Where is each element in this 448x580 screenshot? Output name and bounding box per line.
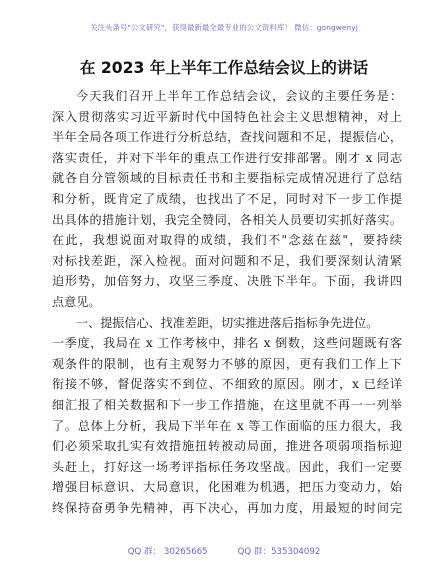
paragraph (52, 86, 402, 313)
promo-banner: 关注头条号"公文研究"，获得最新最全最专业的公文资料库！ 微信：gongwenyj (90, 23, 358, 32)
text-line: 观条件的限制，也有主观努力不够的原因，更有我们工作上下 (52, 356, 402, 371)
document-body (52, 86, 402, 518)
document-title: 在 2023 年上半年工作总结会议上的讲话 (79, 59, 369, 77)
text-line: 深入贯彻落实习近平新时代中国特色社会主义思想精神，对上 (52, 109, 402, 124)
qq-group-1: QQ 群： 30265665 (127, 547, 208, 557)
text-line: 就各自分管领域的目标责任书和主要指标完成情况进行了总结 (52, 171, 402, 186)
text-line: 今天我们召开上半年工作总结会议，会议的主要任务是： (76, 89, 402, 103)
text-line: 在此，我想说面对取得的成绩，我们不"念兹在兹"，要持续 (52, 233, 402, 248)
section-heading (52, 313, 402, 334)
text-line: 点意见。 (52, 294, 101, 309)
qq-group-2: QQ 群：535304092 (237, 547, 321, 557)
text-line: 出具体的措施计划，我完全赞同，各相关人员要切实抓好落实。 (52, 212, 402, 227)
text-line: 终保持奋勇争先精神，再下决心，再加力度，用最短的时间完 (52, 500, 402, 515)
text-line: 半年全局各项工作进行分析总结，查找问题和不足，提振信心， (52, 130, 402, 145)
text-line: 一、提振信心、找准差距，切实推进落后指标争先进位。 (76, 315, 379, 330)
paragraph (52, 333, 402, 518)
text-line: 衔接不够，督促落实不到位、不细致的原因。刚才，x 已经详 (52, 377, 402, 392)
text-line: 对标找差距，深入检视。面对问题和不足，我们要深刻认清紧 (52, 253, 402, 268)
text-line: 增强目标意识、大局意识，化困难为机遇，把压力变动力，始 (52, 480, 402, 495)
text-line: 了。总体上分析，我局下半年在 x 等工作面临的压力很大，我 (52, 418, 402, 433)
text-line: 一季度，我局在 x 工作考核中，排名 x 倒数，这些问题既有客 (52, 336, 402, 351)
text-line: 细汇报了相关数据和下一步工作措施，在这里就不再一一列举 (52, 397, 402, 412)
text-line: 头赶上，打好这一场考评指标任务攻坚战。因此，我们一定要 (52, 459, 402, 474)
text-line: 迫形势，加倍努力，攻坚三季度、决胜下半年。下面，我讲四 (52, 274, 402, 289)
text-line: 落实责任，并对下半年的重点工作进行安排部署。刚才 x 同志 (52, 150, 402, 165)
text-line: 和分析，既肯定了成绩，也找出了不足，同时对下一步工作提 (52, 191, 402, 206)
text-line: 们必须采取扎实有效措施扭转被动局面，推进各项弱项指标迎 (52, 439, 402, 454)
footer-contact (0, 545, 448, 557)
